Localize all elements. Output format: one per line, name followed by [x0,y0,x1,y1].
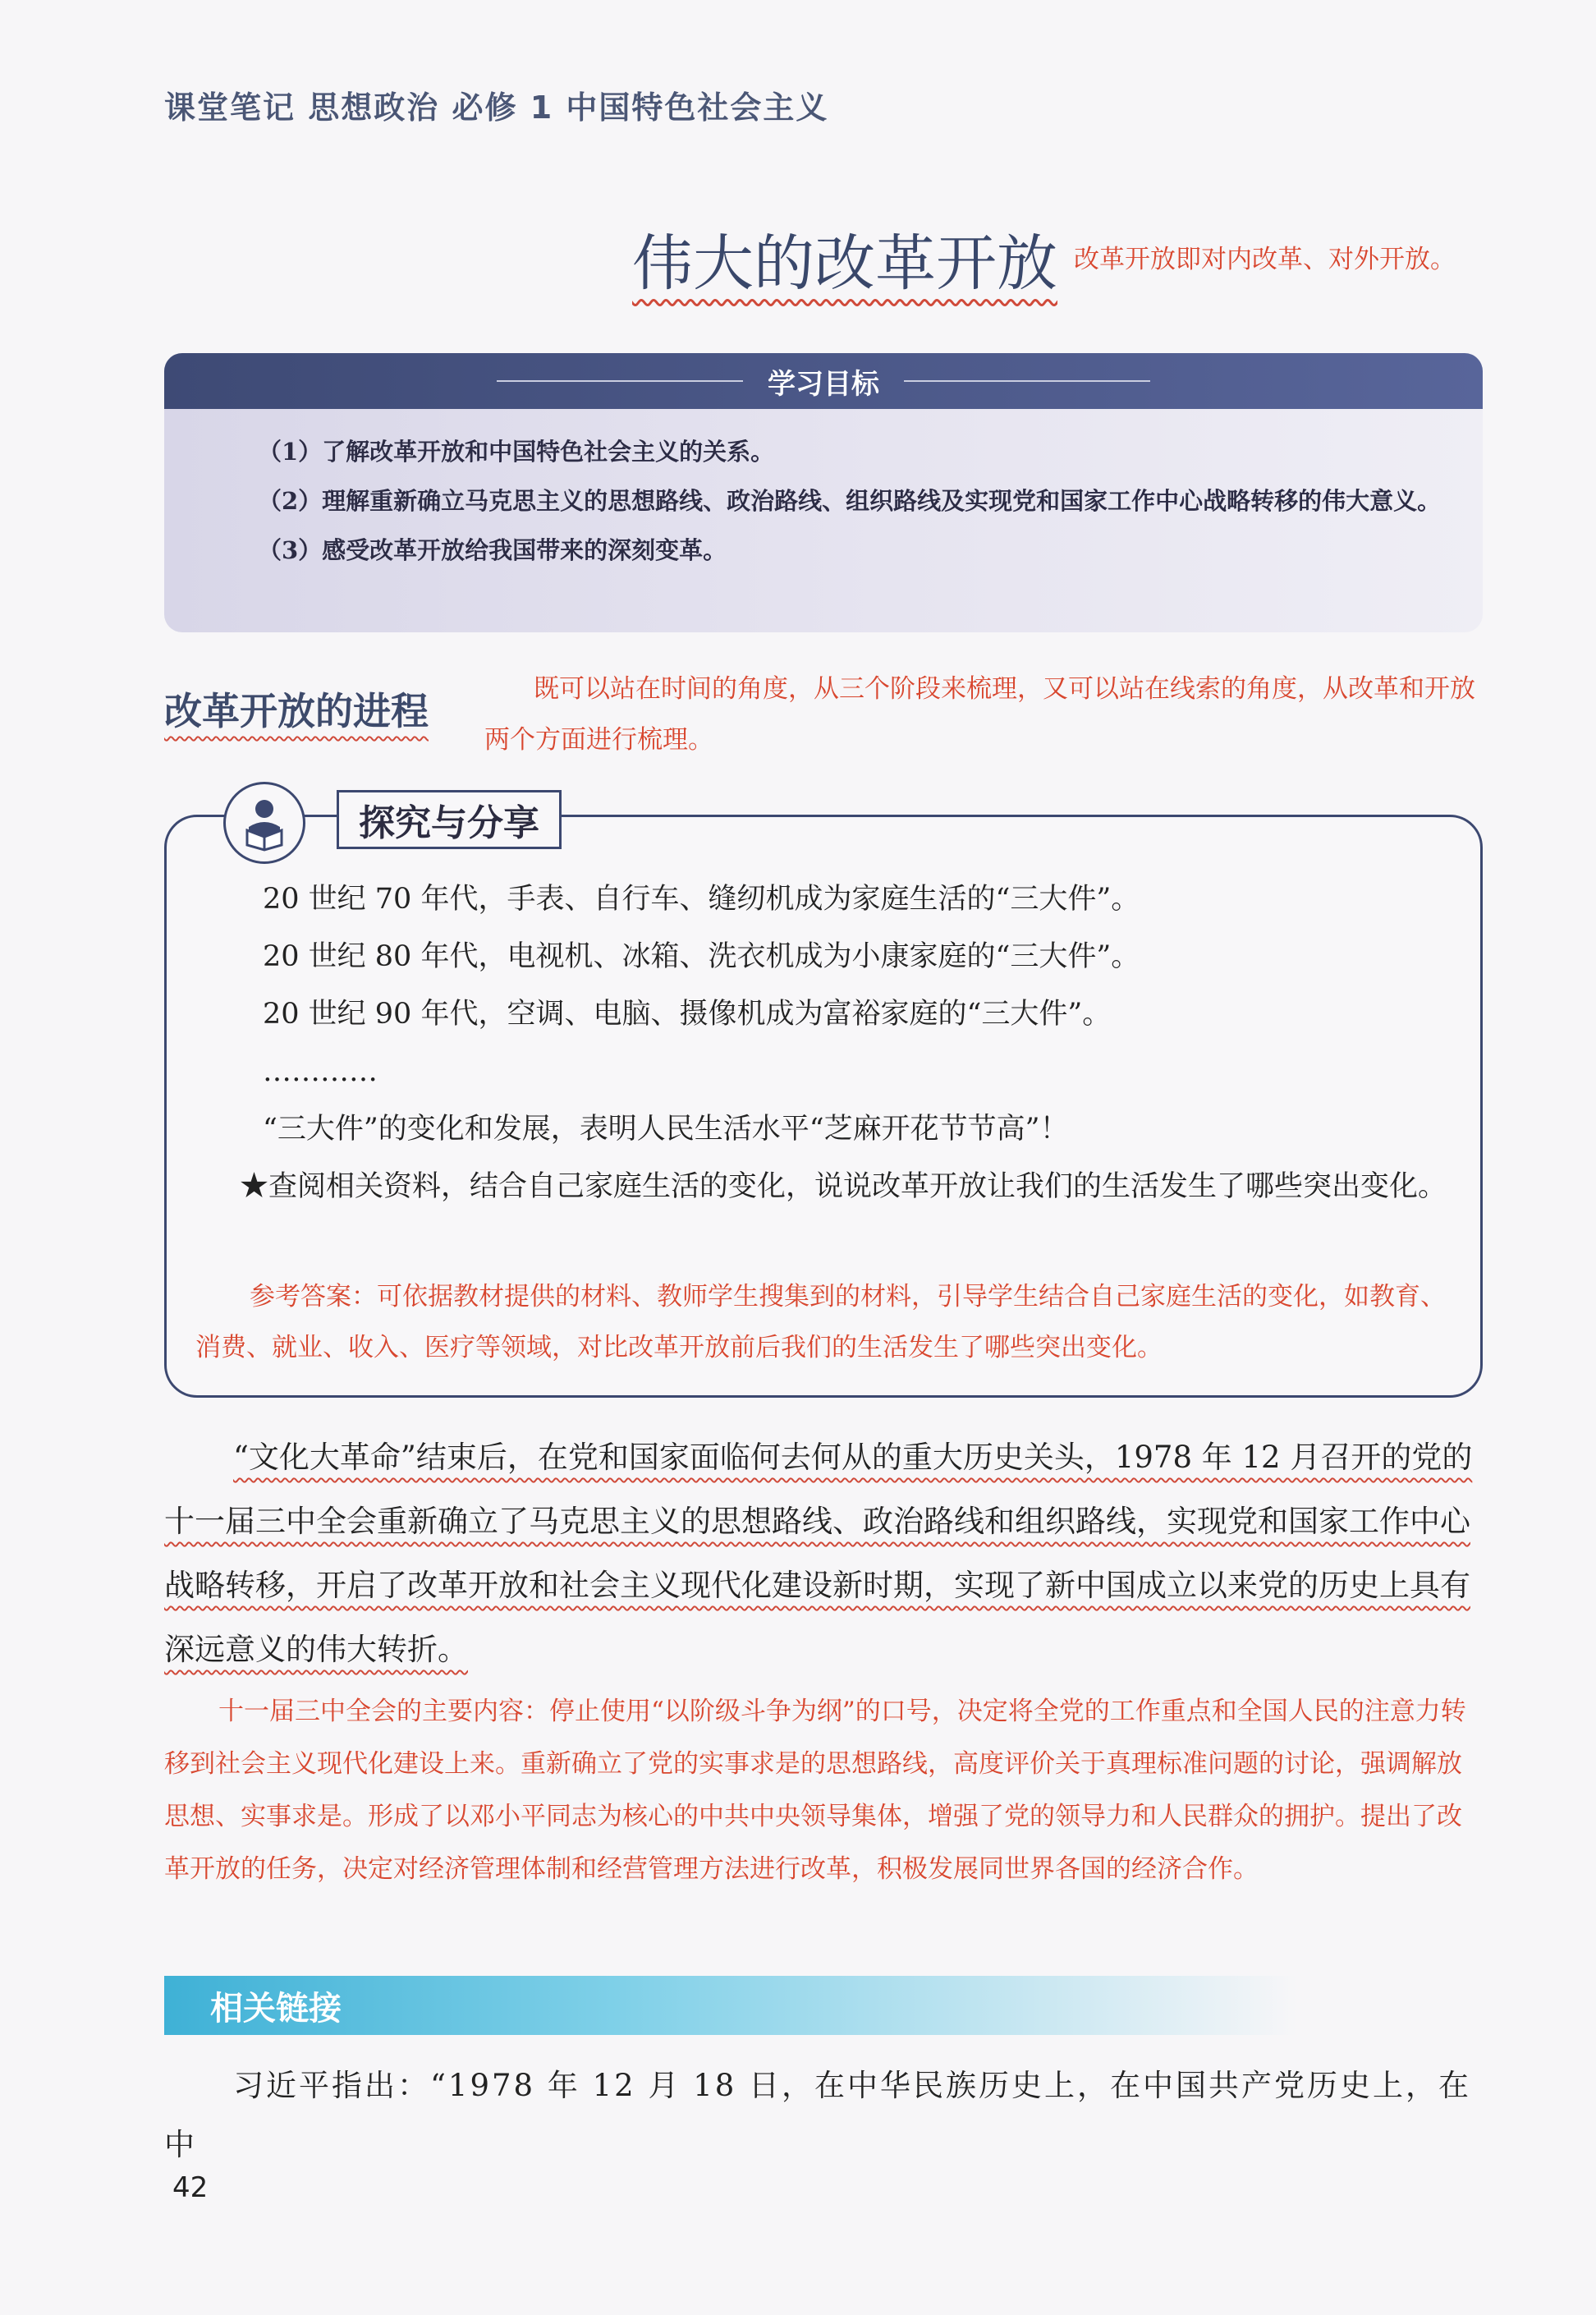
divider [904,380,1150,382]
teacher-note: 十一届三中全会的主要内容：停止使用“以阶级斗争为纲”的口号，决定将全党的工作重点和全国人民的注意力转移到社会主义现代化建设上来。重新确立了党的实事求是的思想路线，高度评价关于真理标准问题的讨论，强调解放思想、实事求是。形成了以邓小平同志为核心的中共中央领导集体，增强了党的领导力和人民群众的拥护。提出了改革开放的任务，决定对经济管理体制和经营管理方法进行改革，积极发展同世界各国的经济合作。 [164,1697,1466,1884]
explore-line: 20 世纪 70 年代，手表、自行车、缝纫机成为家庭生活的“三大件”。 [263,883,1140,916]
objectives-list [164,409,1483,575]
explore-share-label: 探究与分享 [337,790,562,849]
reading-person-icon [223,782,305,864]
reference-answer: 参考答案：可依据教材提供的材料、教师学生搜集到的材料，引导学生结合自己家庭生活的变化，如教育、消费、就业、收入、医疗等领域，对比改革开放前后我们的生活发生了哪些突出变化。 [195,1282,1446,1362]
title-annotation: 改革开放即对内改革、对外开放。 [1074,245,1456,274]
section-annotation: 既可以站在时间的角度，从三个阶段来梳理，又可以站在线索的角度，从改革和开放两个方面进行梳理。 [484,674,1475,755]
explore-line: 20 世纪 80 年代，电视机、冰箱、洗衣机成为小康家庭的“三大件”。 [263,940,1140,973]
explore-question: ★查阅相关资料，结合自己家庭生活的变化，说说改革开放让我们的生活发生了哪些突出变化。 [240,1170,1447,1203]
objectives-heading: 学习目标 [768,367,879,401]
explore-line: “三大件”的变化和发展，表明人民生活水平“芝麻开花节节高”！ [263,1113,1069,1146]
page-number: 42 [172,2171,209,2204]
section-heading: 改革开放的进程 [164,689,429,733]
main-paragraph-text: “文化大革命”结束后，在党和国家面临何去何从的重大历史关头，1978 年 12 月召开的党的十一届三中全会重新确立了马克思主义的思想路线、政治路线和组织路线，实现党和国家工作中心战略转移，开启了改革开放和社会主义现代化建设新时期，实现了新中国成立以来党的历史上具有深远意义的伟大转折。 [164,1440,1473,1667]
explore-content [194,870,1458,1215]
main-paragraph [164,1426,1483,1682]
objectives-heading-bar [164,353,1483,409]
learning-objectives-box [164,353,1483,632]
explore-line: 20 世纪 90 年代，空调、电脑、摄像机成为富裕家庭的“三大件”。 [263,998,1112,1031]
related-link-bar: 相关链接 [164,1976,1297,2035]
running-header: 课堂笔记 思想政治 必修 1 中国特色社会主义 [164,90,829,126]
related-link-text: 习近平指出：“1978 年 12 月 18 日，在中华民族历史上，在中国共产党历史上，在中 [164,2068,1472,2162]
objective-item: （2）理解重新确立马克思主义的思想路线、政治路线、组织路线及实现党和国家工作中心战略转移的伟大意义。 [258,487,1442,515]
page-title: 伟大的改革开放 [632,228,1057,299]
objective-item: （1）了解改革开放和中国特色社会主义的关系。 [258,438,775,466]
divider [497,380,743,382]
explore-line: ………… [263,1055,378,1088]
objective-item: （3）感受改革开放给我国带来的深刻变革。 [258,536,727,564]
